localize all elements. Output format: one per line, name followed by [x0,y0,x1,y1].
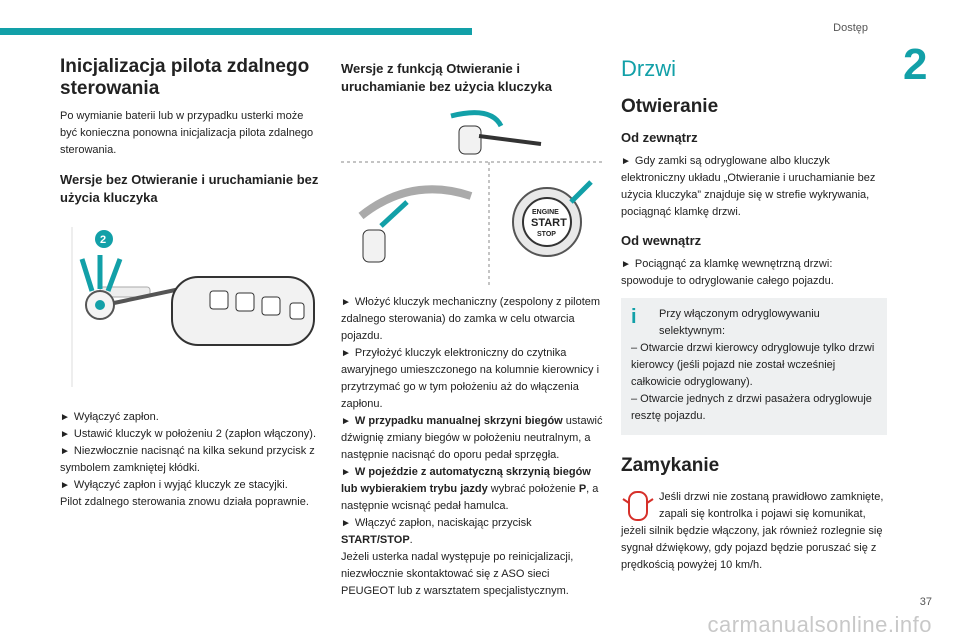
keyless-step-1: ► Włożyć kluczyk mechaniczny (zespolony z pilotem zdalnego sterowania) do zamka w celu otwarcia pojazdu. [341,296,601,342]
from-outside-title: Od zewnątrz [621,130,698,145]
no-keyless-subtitle: Wersje bez Otwieranie i uruchamianie bez użycia kluczyka [60,172,319,205]
closing-block: Jeśli drzwi nie zostaną prawidłowo zamknięte, zapali się kontrolka i pojawi się komunikat, jeżeli silnik będzie włączony, jak również rozlegnie się sygnał dźwiękowy, gdy pojazd będzie poruszać się z prędkością powyżej 10 km/h. [621,491,884,571]
page-number: 37 [919,596,932,608]
closing-title: Zamykanie [621,455,720,476]
arrow-right-icon: ► [621,259,631,270]
column-doors [621,56,887,574]
door-open-warning-icon [621,489,655,523]
keyless-step-4: ► W pojeździe z automatyczną skrzynią biegów lub wybierakiem trybu jazdy wybrać położenie P, a następnie wcisnąć pedał hamulca. [341,466,599,512]
arrow-right-icon: ► [341,348,351,359]
keyless-step-5: ► Włączyć zapłon, naciskając przycisk START/STOP. [341,517,532,546]
arrow-right-icon: ► [341,467,351,478]
arrow-right-icon: ► [621,156,631,167]
arrow-right-icon: ► [60,429,70,440]
step-3: ► Niezwłocznie nacisnąć na kilka sekund przycisk z symbolem zamkniętej kłódki. [60,445,315,474]
steering-column-illustration [341,106,605,286]
opening-title: Otwieranie [621,96,719,117]
arrow-right-icon: ► [341,416,351,427]
keyless-step-3: ► W przypadku manualnej skrzyni biegów ustawić dźwignię zmiany biegów w położeniu neutralnym, a następnie nacisnąć do oporu pedał sprzęgła. [341,415,603,461]
arrow-right-icon: ► [341,297,351,308]
remote-init-title: Inicjalizacja pilota zdalnego sterowania [60,56,310,99]
selective-unlock-info: i Przy włączonym odryglowywaniu selektywnym: – Otwarcie drzwi kierowcy odryglowuje tylko drzwi kierowcy (jeśli pojazd nie został wcześniej całkowicie odryglowany). – Otwarcie jednych z drzwi pasażera odryglowuje resztę pojazdu. [621,298,887,435]
figure-position-label: 2 [100,234,107,246]
from-outside-text: ► Gdy zamki są odryglowane albo kluczyk elektroniczny układu „Otwieranie i uruchamianie bez użycia kluczyka” znajduje się w strefie wykrywania, pociągnąć klamkę drzwi. [621,155,876,218]
key-fob-illustration [60,217,322,397]
keyless-subtitle: Wersje z funkcją Otwieranie i uruchamianie bez użycia kluczyka [341,61,552,94]
remote-init-outro: Pilot zdalnego sterowania znowu działa poprawnie. [60,496,309,508]
column-keyless [341,56,605,600]
arrow-right-icon: ► [341,518,351,529]
keyless-step-2: ► Przyłożyć kluczyk elektroniczny do czytnika awaryjnego umieszczonego na kolumnie kierownicy i przytrzymać go w tym położeniu aż do włączenia zapłonu. [341,347,600,410]
header-accent-bar [0,28,472,35]
info-icon: i [631,306,637,328]
watermark: carmanualsonline.info [707,612,932,637]
section-name: Dostęp [833,22,868,34]
stop-label: STOP [537,231,556,238]
remote-init-intro: Po wymianie baterii lub w przypadku usterki może być konieczna ponowna inicjalizacja pilota zdalnego sterowania. [60,110,314,156]
step-4: ► Wyłączyć zapłon i wyjąć kluczyk ze stacyjki. [60,477,322,494]
doors-section-title: Drzwi [621,56,676,81]
from-inside-title: Od wewnątrz [621,233,702,248]
from-inside-text: ► Pociągnąć za klamkę wewnętrzną drzwi: spowoduje to odryglowanie całego pojazdu. [621,258,834,287]
keyless-outro: Jeżeli usterka nadal występuje po reinicjalizacji, niezwłocznie skontaktować się z ASO sieci PEUGEOT lub z warsztatem specjalistycznym. [341,551,574,597]
chapter-number: 2 [903,40,928,89]
arrow-right-icon: ► [60,480,70,491]
step-2: ► Ustawić kluczyk w położeniu 2 (zapłon włączony). [60,426,322,443]
arrow-right-icon: ► [60,412,70,423]
arrow-right-icon: ► [60,446,70,457]
start-label: START [531,217,567,229]
step-1: ► Wyłączyć zapłon. [60,409,322,426]
engine-label: ENGINE [532,209,559,216]
column-remote-init [60,56,322,511]
